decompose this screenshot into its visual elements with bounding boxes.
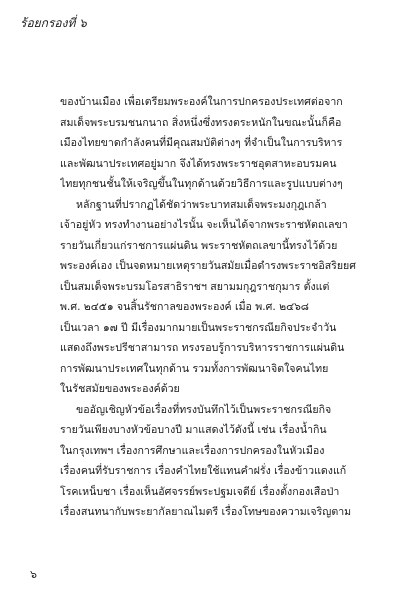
text-line: เป็นเวลา ๑๗ ปี มีเรื่องมากมายเป็นพระราชกรณียกิจประจำวัน [60, 321, 337, 334]
text-line: หลักฐานที่ปรากฏได้ชัดว่าพระบาทสมเด็จพระมงกุฎเกล้า [76, 198, 327, 211]
paragraph [60, 195, 380, 400]
text-line: สมเด็จพระบรมชนกนาถ สิ่งหนึ่งซึ่งทรงตระหนักในขณะนั้นก็คือ [60, 116, 342, 129]
text-line: เจ้าอยู่หัว ทรงทำงานอย่างไรนั้น จะเห็นได้จากพระราชหัตถเลขา [60, 219, 348, 231]
text-line: ในกรุงเทพฯ เรื่องการศึกษาและเรื่องการปกครองในหัวเมือง [60, 444, 325, 457]
text-line: พระองค์เอง เป็นจดหมายเหตุรายวันสมัยเมื่อดำรงพระราชอิสริยยศ [60, 260, 356, 272]
header-logo: ร้อยกรองที่ ๖ [20, 16, 87, 30]
paragraph [60, 400, 380, 523]
text-line: และพัฒนาประเทศอยู่มาก จึงได้ทรงพระราชอุตสาหะอบรมคน [60, 157, 337, 170]
text-line: แสดงถึงพระปรีชาสามารถ ทรงรอบรู้การบริหารราชการแผ่นดิน [60, 342, 345, 354]
page-number: ๖ [30, 568, 37, 581]
text-line: ไทยทุกชนชั้นให้เจริญขึ้นในทุกด้านด้วยวิธีการและรูปแบบต่างๆ [60, 178, 343, 190]
text-line: พ.ศ. ๒๔๕๑ จนสิ้นรัชกาลของพระองค์ เมื่อ พ.ศ. ๒๔๖๘ [60, 301, 309, 313]
text-line: การพัฒนาประเทศในทุกด้าน รวมทั้งการพัฒนาจิตใจคนไทย [60, 362, 329, 375]
body-text [60, 92, 380, 523]
text-line: รายวันเพียงบางหัวข้อบางปี มาแสดงไว้ดังนี้ เช่น เรื่องน้ำกิน [60, 424, 327, 436]
text-line: เมืองไทยขาดกำลังคนที่มีคุณสมบัติต่างๆ ที่จำเป็นในการบริหาร [60, 137, 343, 149]
text-line: ในรัชสมัยของพระองค์ด้วย [60, 383, 180, 395]
text-line: เรื่องสนทนากับพระยากัลยาณไมตรี เรื่องโทษของความเจริญตาม [60, 506, 352, 518]
text-line: ของบ้านเมือง เพื่อเตรียมพระองค์ในการปกครองประเทศต่อจาก [60, 96, 343, 108]
text-line: รายวันเกี่ยวแก่ราชการแผ่นดิน พระราชหัตถเลขานี้ทรงไว้ด้วย [60, 239, 338, 252]
text-line: ขออัญเชิญหัวข้อเรื่องที่ทรงบันทึกไว้เป็นพระราชกรณียกิจ [76, 403, 332, 416]
paragraph [60, 92, 380, 195]
text-line: โรคเหน็บชา เรื่องเห็นอัศจรรย์พระปฐมเจดีย์ เรื่องตั้งกองเสือป่า [60, 485, 340, 498]
text-line: เรื่องคนที่รับราชการ เรื่องคำไทยใช้แทนคำฝรั่ง เรื่องข้าวแดงแก้ [60, 465, 347, 477]
text-line: เป็นสมเด็จพระบรมโอรสาธิราชฯ สยามมกุฎราชกุมาร ตั้งแต่ [60, 280, 330, 293]
